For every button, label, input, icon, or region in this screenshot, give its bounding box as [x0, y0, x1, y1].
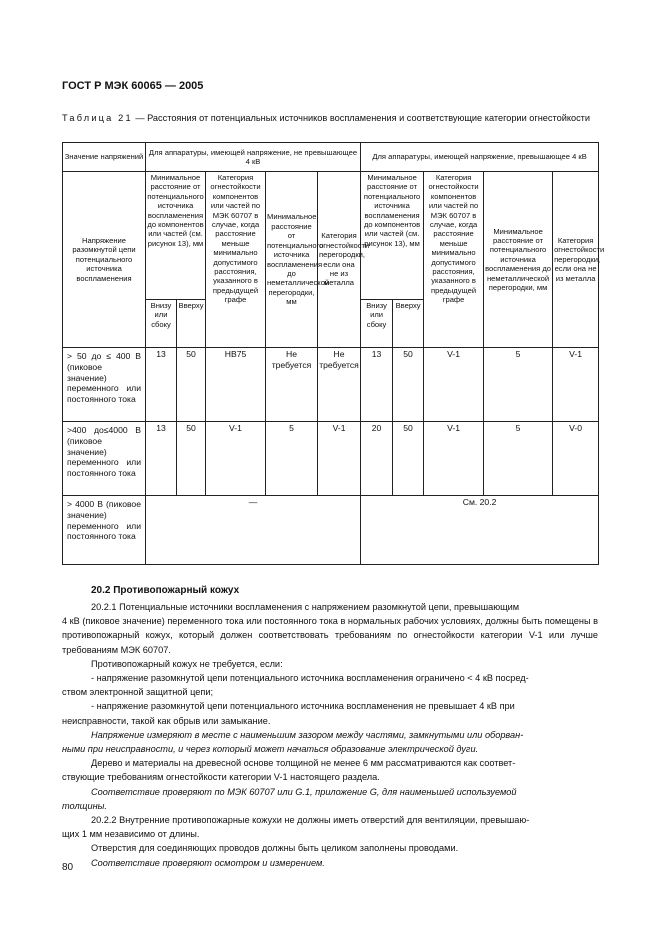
row2-c7: 50 [393, 422, 424, 496]
row1-voltage: > 50 до ≤ 400 В (пиковое значение) переменного или постоянного тока [63, 348, 146, 422]
row2-voltage: >400 до≤4000 В (пиковое значение) переменного или постоянного тока [63, 422, 146, 496]
row1-c3: HB75 [206, 348, 266, 422]
row1-c10: V-1 [553, 348, 599, 422]
paragraph: 4 кВ (пиковое значение) переменного тока или постоянного тока в нормальных рабочих условиях, должны быть помещены в противопожарный кожух, который должен соответствовать требованиям по огнестойкости категории V-1 или лучше требованиям МЭК 60707. [62, 616, 598, 655]
header-below-le: Внизу или сбоку [146, 300, 177, 348]
row2-c8: V-1 [424, 422, 484, 496]
paragraph: Соответствие проверяют осмотром и измерением. [91, 857, 325, 868]
row2-c4: 5 [266, 422, 318, 496]
paragraph: 20.2.2 Внутренние противопожарные кожухи не должны иметь отверстий для вентиляции, превышаю- [91, 815, 530, 826]
header-above-gt: Вверху [393, 300, 424, 348]
row3-voltage: > 4000 В (пиковое значение) переменного или постоянного тока [63, 496, 146, 565]
header-category-le: Категория огнестойкости компонентов или частей по МЭК 60707 в случае, когда расстояние меньше минимально допустимого расстояния, указанного в предыдущей графе [206, 172, 266, 348]
paragraph: Отверстия для соединяющих проводов должны быть целиком заполнены проводами. [91, 843, 459, 854]
header-voltage: Значение напряжений [63, 143, 146, 172]
header-min-distance-le: Минимальное расстояние от потенциального источника воспламенения до компонентов или частей (см. рисунок 13), мм [146, 172, 206, 300]
header-group-le-4kv: Для аппаратуры, имеющей напряжение, не превышающее 4 кВ [146, 143, 361, 172]
paragraph: Соответствие проверяют по МЭК 60707 или G.1, приложение G, для наименьшей используемой [91, 786, 517, 797]
table-caption [62, 113, 598, 125]
header-group-gt-4kv: Для аппаратуры, имеющей напряжение, превышающее 4 кВ [361, 143, 599, 172]
row1-c6: 13 [361, 348, 393, 422]
header-barrier-category-gt: Категория огнестойкости перегородки, если она не из металла [553, 172, 599, 348]
table-caption-label: Таблица 21 [62, 113, 133, 123]
table-caption-text: — Расстояния от потенциальных источников воспламенения и соответствующие категории огнестойкости [132, 113, 591, 123]
paragraph: Напряжение измеряют в месте с наименьшим зазором между частями, замкнутыми или оборван- [91, 729, 524, 740]
document-header: ГОСТ Р МЭК 60065 — 2005 [62, 80, 204, 92]
table-row [63, 348, 599, 422]
header-below-gt: Внизу или сбоку [361, 300, 393, 348]
paragraph: ствующие требованиям огнестойкости категории V-1 настоящего раздела. [62, 772, 380, 783]
row1-c2: 50 [177, 348, 206, 422]
paragraph: толщины. [62, 800, 107, 811]
header-min-distance-gt: Минимальное расстояние от потенциального источника воспламенения до компонентов или частей (см. рисунок 13), мм [361, 172, 424, 300]
row1-c8: V-1 [424, 348, 484, 422]
header-min-barrier-le: Минимальное расстояние от потенциального источника воспламенения до неметаллической перегородки, мм [266, 172, 318, 348]
paragraph: - напряжение разомкнутой цепи потенциального источника воспламенения не превышает 4 кВ при [91, 701, 515, 712]
row1-c9: 5 [484, 348, 553, 422]
row1-c4: Не требуется [266, 348, 318, 422]
row1-c7: 50 [393, 348, 424, 422]
header-barrier-category-le: Категория огнестойкости перегородки, если она не из металла [318, 172, 361, 348]
distances-table [62, 142, 605, 565]
header-min-barrier-gt: Минимальное расстояние от потенциального источника воспламенения до неметаллической перегородки, мм [484, 172, 553, 348]
table-row [63, 496, 599, 565]
row3-gt-value: См. 20.2 [361, 496, 599, 565]
paragraph: - напряжение разомкнутой цепи потенциального источника воспламенения ограничено < 4 кВ посред- [91, 673, 529, 684]
paragraph: 20.2.1 Потенциальные источники воспламенения с напряжением разомкнутой цепи, превышающим [91, 602, 520, 612]
row1-c5: Не требуется [318, 348, 361, 422]
paragraph: щих 1 мм независимо от длины. [62, 829, 200, 840]
row1-c1: 13 [146, 348, 177, 422]
paragraph: ными при неисправности, и через который может начаться образование электрической дуги. [62, 744, 479, 755]
table-row [63, 422, 599, 496]
paragraph: Противопожарный кожух не требуется, если: [91, 658, 283, 669]
row3-le-value: — [146, 496, 361, 565]
row2-c3: V-1 [206, 422, 266, 496]
header-open-circuit: Напряжение разомкнутой цепи потенциального источника воспламенения [63, 172, 146, 348]
paragraph: ством электронной защитной цепи; [62, 687, 214, 698]
row2-c9: 5 [484, 422, 553, 496]
header-above-le: Вверху [177, 300, 206, 348]
header-category-gt: Категория огнестойкости компонентов или частей по МЭК 60707 в случае, когда расстояние меньше минимально допустимого расстояния, указанного в предыдущей графе [424, 172, 484, 348]
section-title: 20.2 Противопожарный кожух [91, 585, 240, 596]
paragraph: Дерево и материалы на древесной основе толщиной не менее 6 мм рассматриваются как соответ- [91, 758, 516, 769]
row2-c1: 13 [146, 422, 177, 496]
row2-c6: 20 [361, 422, 393, 496]
page-number: 80 [62, 862, 74, 873]
row2-c10: V-0 [553, 422, 599, 496]
paragraph: неисправности, такой как обрыв или замыкание. [62, 715, 271, 726]
row2-c5: V-1 [318, 422, 361, 496]
row2-c2: 50 [177, 422, 206, 496]
